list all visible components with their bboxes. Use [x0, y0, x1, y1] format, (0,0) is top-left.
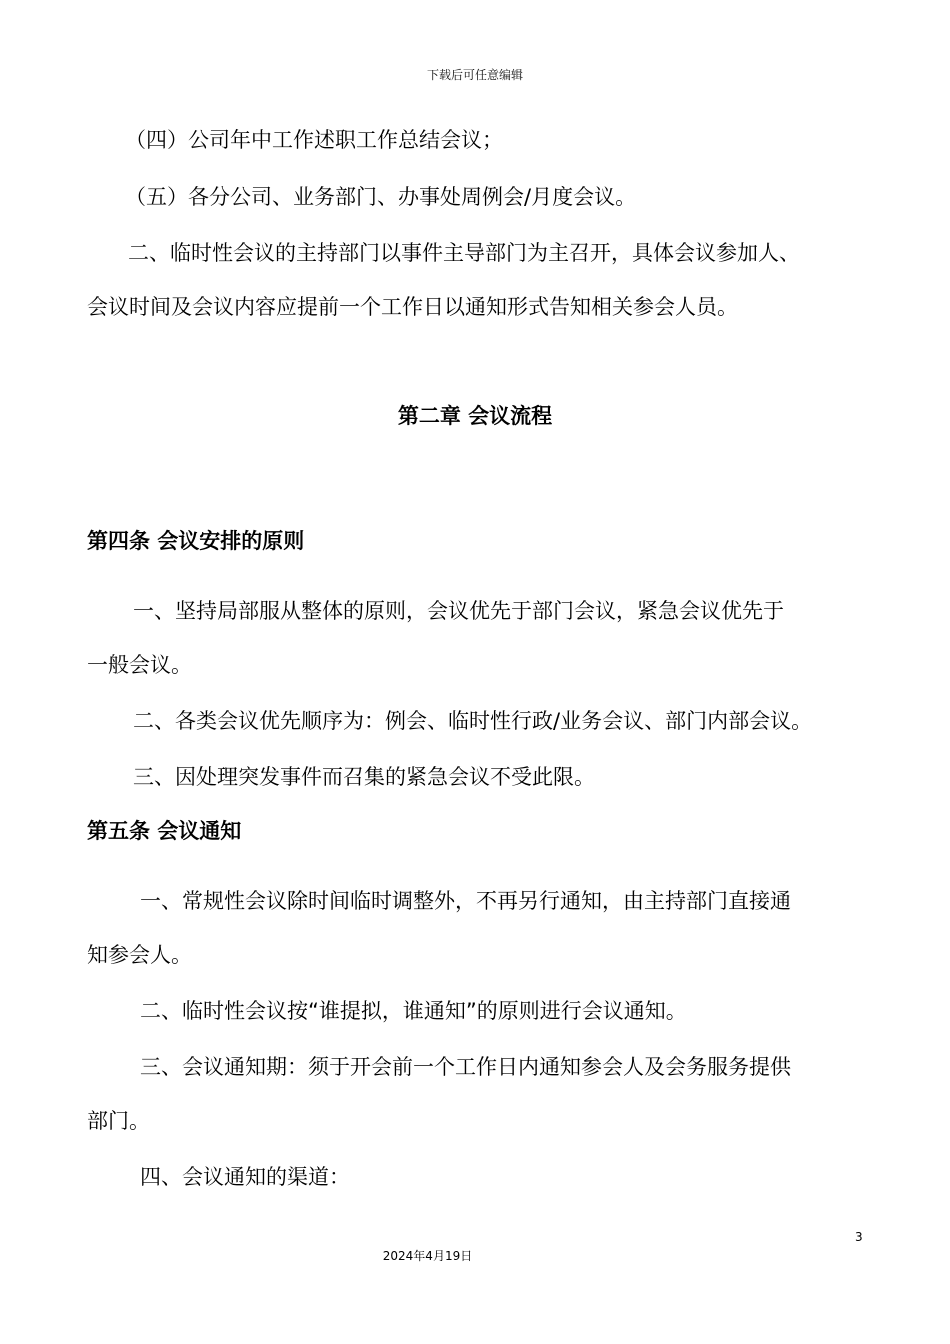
- paragraph-continuation: 知参会人。: [87, 943, 192, 967]
- paragraph: 二、临时性会议按“谁提拟，谁通知”的原则进行会议通知。: [140, 999, 687, 1023]
- chapter-title: 第二章 会议流程: [397, 404, 553, 428]
- article-heading: 第五条 会议通知: [87, 819, 242, 843]
- footer-date: 2024年4月19日: [382, 1249, 473, 1263]
- paragraph: 三、因处理突发事件而召集的紧急会议不受此限。: [133, 765, 595, 789]
- paragraph: 二、各类会议优先顺序为：例会、临时性行政/业务会议、部门内部会议。: [133, 709, 813, 733]
- paragraph: 三、会议通知期：须于开会前一个工作日内通知参会人及会务服务提供: [140, 1055, 791, 1079]
- paragraph: （四）公司年中工作述职工作总结会议；: [125, 128, 503, 152]
- paragraph: 四、会议通知的渠道：: [140, 1165, 350, 1189]
- paragraph: 一、坚持局部服从整体的原则，会议优先于部门会议，紧急会议优先于: [133, 599, 784, 623]
- paragraph: 二、临时性会议的主持部门以事件主导部门为主召开，具体会议参加人、: [128, 241, 800, 265]
- paragraph-continuation: 一般会议。: [87, 653, 192, 677]
- paragraph-continuation: 会议时间及会议内容应提前一个工作日以通知形式告知相关参会人员。: [87, 295, 738, 319]
- paragraph: （五）各分公司、业务部门、办事处周例会/月度会议。: [125, 185, 637, 209]
- article-heading: 第四条 会议安排的原则: [87, 529, 305, 553]
- paragraph: 一、常规性会议除时间临时调整外，不再另行通知，由主持部门直接通: [140, 889, 791, 913]
- page-header: 下载后可任意编辑: [426, 68, 523, 82]
- page-number: 3: [855, 1230, 863, 1244]
- paragraph-continuation: 部门。: [87, 1109, 150, 1133]
